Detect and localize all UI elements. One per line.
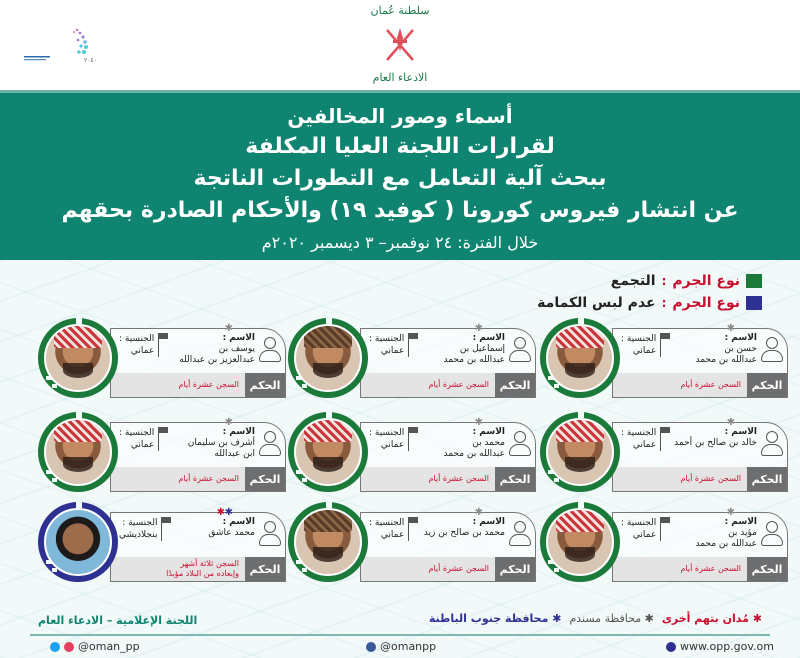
- header: [0, 0, 800, 90]
- green-swatch-icon: [746, 274, 762, 288]
- offender-card: [288, 502, 538, 584]
- emblem-bottom-text: الادعاء العام: [372, 71, 428, 84]
- nationality-label: الجنسية :: [369, 428, 405, 438]
- asterisk-blue-icon: ✱: [224, 507, 233, 518]
- name-block: [179, 333, 255, 366]
- info-panel: [110, 323, 286, 398]
- info-top: [361, 423, 535, 467]
- name-line: محمد بن: [472, 438, 505, 448]
- name-line: أشرف بن سليمان: [187, 438, 255, 448]
- title-line-1: أسماء وصور المخالفين: [287, 103, 513, 128]
- user-icon: [509, 521, 531, 547]
- verdict-line: السجن عشرة أيام: [680, 564, 741, 573]
- nationality-value: عماني: [380, 440, 405, 450]
- footer-divider: [30, 634, 770, 636]
- flag-icon: [162, 517, 171, 523]
- flag-icon: [159, 333, 168, 339]
- verdict-value: [361, 557, 495, 581]
- info-top: [613, 329, 787, 373]
- name-label: الاسم :: [472, 427, 505, 437]
- ring-gap: [296, 376, 302, 380]
- ring-gap: [326, 500, 332, 508]
- nationality-block: [369, 333, 409, 357]
- nationality-label: الجنسية :: [119, 428, 155, 438]
- ring-gap: [548, 560, 554, 564]
- info-panel: [110, 507, 286, 582]
- social-twitter-instagram[interactable]: [50, 640, 140, 653]
- photo-ring: [540, 412, 620, 492]
- user-icon: [259, 521, 281, 547]
- ring-gap: [554, 568, 559, 572]
- flag-icon: [661, 517, 670, 523]
- verdict-value: [111, 557, 245, 581]
- footer-notes: [429, 612, 762, 625]
- asterisk-icon: ✱: [224, 417, 233, 428]
- name-block: [444, 427, 506, 460]
- flag-icon: [661, 427, 670, 433]
- title-line-3: ببحث آلية التعامل مع التطورات الناتجة: [193, 165, 607, 191]
- verdict-label: الحكم: [495, 467, 535, 491]
- asterisk-icon: ✱: [726, 417, 735, 428]
- nationality-block: [621, 427, 661, 451]
- public-prosecution-logo: [360, 4, 440, 84]
- legend-sep: :: [661, 296, 667, 310]
- info-panel: [612, 417, 788, 492]
- name-label: الاسم :: [222, 517, 255, 527]
- offender-photo: [548, 326, 612, 390]
- ring-gap: [76, 410, 82, 418]
- ring-gap: [578, 410, 584, 418]
- name-line: محمد بن صالح بن زيد: [423, 528, 505, 538]
- name-block: [208, 517, 255, 539]
- user-icon: [259, 431, 281, 457]
- user-icon: [259, 337, 281, 363]
- nationality-block: [119, 517, 162, 541]
- verdict-label: الحكم: [245, 557, 285, 581]
- name-block: [444, 333, 506, 366]
- nationality-label: الجنسية :: [369, 518, 405, 528]
- flag-icon: [159, 427, 168, 433]
- verdict-line: السجن عشرة أيام: [178, 380, 239, 389]
- flag-icon: [409, 333, 418, 339]
- photo-ring: [288, 412, 368, 492]
- name-line: إسماعيل بن: [459, 344, 505, 354]
- user-icon: [761, 431, 783, 457]
- photo-ring: [540, 502, 620, 582]
- verdict-value: [613, 373, 747, 397]
- period-text: خلال الفترة: ٢٤ نوفمبر– ٣ ديسمبر ٢٠٢٠م: [261, 232, 539, 252]
- title-banner: [0, 90, 800, 260]
- ring-gap: [52, 478, 57, 482]
- title-line-2: لقرارات اللجنة العليا المكلفة: [245, 133, 555, 159]
- offender-card: [38, 502, 288, 584]
- social-website[interactable]: [666, 640, 774, 653]
- name-line: حسن بن: [724, 344, 757, 354]
- website-link: www.opp.gov.om: [680, 640, 774, 653]
- globe-icon: [666, 642, 676, 652]
- verdict-line: السجن عشرة أيام: [428, 474, 489, 483]
- nationality-label: الجنسية :: [621, 334, 657, 344]
- name-line: ابن عبدالله: [214, 449, 255, 459]
- facebook-icon: [366, 642, 376, 652]
- offender-card: [38, 412, 288, 494]
- facebook-handle: @omanpp: [380, 640, 437, 653]
- ring-gap: [302, 568, 307, 572]
- name-block: [696, 517, 758, 550]
- name-line: خالد بن صالح بن أحمد: [674, 438, 757, 448]
- nationality-block: [621, 517, 661, 541]
- offender-card: [540, 412, 790, 494]
- ring-gap: [554, 478, 559, 482]
- verdict-line: السجن ثلاثة أشهر: [180, 559, 239, 568]
- photo-ring: [288, 318, 368, 398]
- ring-gap: [302, 384, 307, 388]
- name-line: عبدالله بن محمد: [695, 355, 757, 365]
- ring-gap: [296, 470, 302, 474]
- nationality-value: عماني: [632, 530, 657, 540]
- name-block: [188, 427, 255, 460]
- verdict-line: السجن عشرة أيام: [680, 380, 741, 389]
- nationality-value: عماني: [632, 440, 657, 450]
- twitter-instagram-handle: @oman_pp: [78, 640, 140, 653]
- nationality-value: عماني: [130, 440, 155, 450]
- ring-gap: [296, 560, 302, 564]
- flag-icon: [409, 427, 418, 433]
- verdict-label: الحكم: [495, 557, 535, 581]
- name-label: الاسم :: [724, 517, 757, 527]
- verdict-label: الحكم: [245, 467, 285, 491]
- asterisk-icon: ✱: [726, 323, 735, 334]
- info-top: [361, 513, 535, 557]
- name-line: عبدالله بن محمد: [443, 355, 505, 365]
- ring-gap: [46, 560, 52, 564]
- name-block: [696, 333, 758, 366]
- note-musandam: ✱ محافظة مسندم: [569, 612, 654, 625]
- info-top: [613, 513, 787, 557]
- offender-card: [288, 412, 538, 494]
- verdict-row: [111, 467, 285, 491]
- ring-gap: [46, 376, 52, 380]
- nationality-block: [119, 427, 159, 451]
- verdict-value: [613, 557, 747, 581]
- nationality-label: الجنسية :: [122, 518, 158, 528]
- verdict-label: الحكم: [747, 557, 787, 581]
- photo-ring: [38, 412, 118, 492]
- ring-gap: [76, 500, 82, 508]
- verdict-value: [361, 467, 495, 491]
- info-top: [111, 423, 285, 467]
- legend-item-gathering: [537, 270, 762, 292]
- ring-gap: [326, 410, 332, 418]
- photo-ring: [38, 318, 118, 398]
- verdict-line: السجن عشرة أيام: [428, 564, 489, 573]
- name-line: عبدالله بن محمد: [443, 449, 505, 459]
- info-panel: [612, 507, 788, 582]
- verdict-row: [111, 557, 285, 581]
- legend-key: نوع الجرم: [672, 295, 740, 311]
- ring-gap: [76, 316, 82, 324]
- nationality-block: [369, 427, 409, 451]
- nationality-label: الجنسية :: [621, 428, 657, 438]
- footer-org: اللجنة الإعلامية – الادعاء العام: [38, 614, 198, 627]
- legend-key: نوع الجرم: [672, 273, 740, 289]
- verdict-row: [361, 557, 535, 581]
- name-label: الاسم :: [724, 333, 757, 343]
- legend-sep: :: [661, 274, 667, 288]
- photo-ring: [288, 502, 368, 582]
- verdict-label: الحكم: [495, 373, 535, 397]
- verdict-row: [613, 467, 787, 491]
- info-panel: [360, 507, 536, 582]
- title-line-4: عن انتشار فيروس كورونا ( كوفيد ١٩) والأحكام الصادرة بحقهم: [61, 197, 739, 223]
- offender-photo: [46, 420, 110, 484]
- name-line: يوسف بن: [218, 344, 255, 354]
- nationality-value: بنجلاديشي: [119, 530, 158, 540]
- nationality-block: [369, 517, 409, 541]
- info-panel: [360, 323, 536, 398]
- nationality-value: عماني: [380, 530, 405, 540]
- name-line: عبدالله بن محمد: [695, 539, 757, 549]
- flag-icon: [661, 333, 670, 339]
- asterisk-red-icon: ✱: [216, 507, 225, 518]
- offender-photo: [46, 326, 110, 390]
- ring-gap: [302, 478, 307, 482]
- crime-legend: [537, 270, 762, 314]
- asterisk-icon: ✱: [474, 417, 483, 428]
- info-panel: [612, 323, 788, 398]
- verdict-line: السجن عشرة أيام: [680, 474, 741, 483]
- verdict-row: [361, 467, 535, 491]
- ring-gap: [52, 384, 57, 388]
- name-label: الاسم :: [472, 333, 505, 343]
- verdict-value: [613, 467, 747, 491]
- name-label: الاسم :: [222, 333, 255, 343]
- name-line: مؤيد بن: [728, 528, 757, 538]
- user-icon: [509, 337, 531, 363]
- khanjar-emblem-icon: [383, 24, 417, 64]
- verdict-value: [111, 373, 245, 397]
- offender-photo: [548, 510, 612, 574]
- info-panel: [360, 417, 536, 492]
- offender-photo: [296, 326, 360, 390]
- note-south-batinah: ✱ محافظة جنوب الباطنة: [428, 612, 562, 625]
- ring-gap: [326, 316, 332, 324]
- verdict-row: [361, 373, 535, 397]
- nationality-label: الجنسية :: [369, 334, 405, 344]
- asterisk-icon: ✱: [474, 507, 483, 518]
- ring-gap: [554, 384, 559, 388]
- verdict-value: [111, 467, 245, 491]
- info-top: [111, 513, 285, 557]
- name-label: الاسم :: [724, 427, 757, 437]
- blue-swatch-icon: [746, 296, 762, 310]
- asterisk-icon: ✱: [726, 507, 735, 518]
- nationality-value: عماني: [380, 346, 405, 356]
- verdict-row: [613, 373, 787, 397]
- info-top: [111, 329, 285, 373]
- verdict-row: [111, 373, 285, 397]
- verdict-label: الحكم: [245, 373, 285, 397]
- ring-gap: [578, 500, 584, 508]
- offender-photo: [296, 420, 360, 484]
- emblem-top-text: سلطنة عُمان: [370, 4, 430, 17]
- flag-icon: [409, 517, 418, 523]
- user-icon: [761, 521, 783, 547]
- nationality-block: [621, 333, 661, 357]
- photo-ring: [540, 318, 620, 398]
- offender-card: [288, 318, 538, 400]
- name-block: [424, 517, 505, 539]
- name-block: [674, 427, 757, 449]
- legend-value: التجمع: [610, 273, 656, 289]
- info-top: [613, 423, 787, 467]
- legend-item-no-mask: [537, 292, 762, 314]
- legend-value: عدم لبس الكمامة: [537, 295, 656, 311]
- user-icon: [509, 431, 531, 457]
- verdict-label: الحكم: [747, 373, 787, 397]
- photo-ring: [38, 502, 118, 582]
- verdict-value: [361, 373, 495, 397]
- ring-gap: [578, 316, 584, 324]
- offender-card: [540, 502, 790, 584]
- ring-gap: [548, 376, 554, 380]
- info-top: [361, 329, 535, 373]
- nationality-value: عماني: [632, 346, 657, 356]
- nationality-value: عماني: [130, 346, 155, 356]
- social-facebook[interactable]: [366, 640, 436, 653]
- verdict-line: السجن عشرة أيام: [428, 380, 489, 389]
- verdict-row: [613, 557, 787, 581]
- nationality-label: الجنسية :: [119, 334, 155, 344]
- offender-photo: [548, 420, 612, 484]
- info-panel: [110, 417, 286, 492]
- name-label: الاسم :: [472, 517, 505, 527]
- note-other-charges: ✱ مُدان بتهم أخرى: [661, 612, 762, 625]
- offender-card: [38, 318, 288, 400]
- name-line: محمد عاشق: [208, 528, 255, 538]
- name-line: عبدالعزيز بن عبدالله: [179, 355, 255, 365]
- offender-photo: [46, 510, 110, 574]
- ring-gap: [52, 568, 57, 572]
- offender-photo: [296, 510, 360, 574]
- twitter-icon: [50, 642, 60, 652]
- nationality-block: [119, 333, 159, 357]
- user-icon: [761, 337, 783, 363]
- svg-text:٢٠٤٠: ٢٠٤٠: [84, 57, 97, 64]
- asterisk-icon: ✱: [474, 323, 483, 334]
- ring-gap: [548, 470, 554, 474]
- verdict-line: السجن عشرة أيام: [178, 474, 239, 483]
- ring-gap: [46, 470, 52, 474]
- offender-card: [540, 318, 790, 400]
- nationality-label: الجنسية :: [621, 518, 657, 528]
- name-label: الاسم :: [222, 427, 255, 437]
- verdict-label: الحكم: [747, 467, 787, 491]
- verdict-line: وإبعاده من البلاد مؤبدًا: [166, 569, 239, 578]
- oman-vision-logo: [22, 22, 112, 66]
- instagram-icon: [64, 642, 74, 652]
- asterisk-icon: ✱: [224, 323, 233, 334]
